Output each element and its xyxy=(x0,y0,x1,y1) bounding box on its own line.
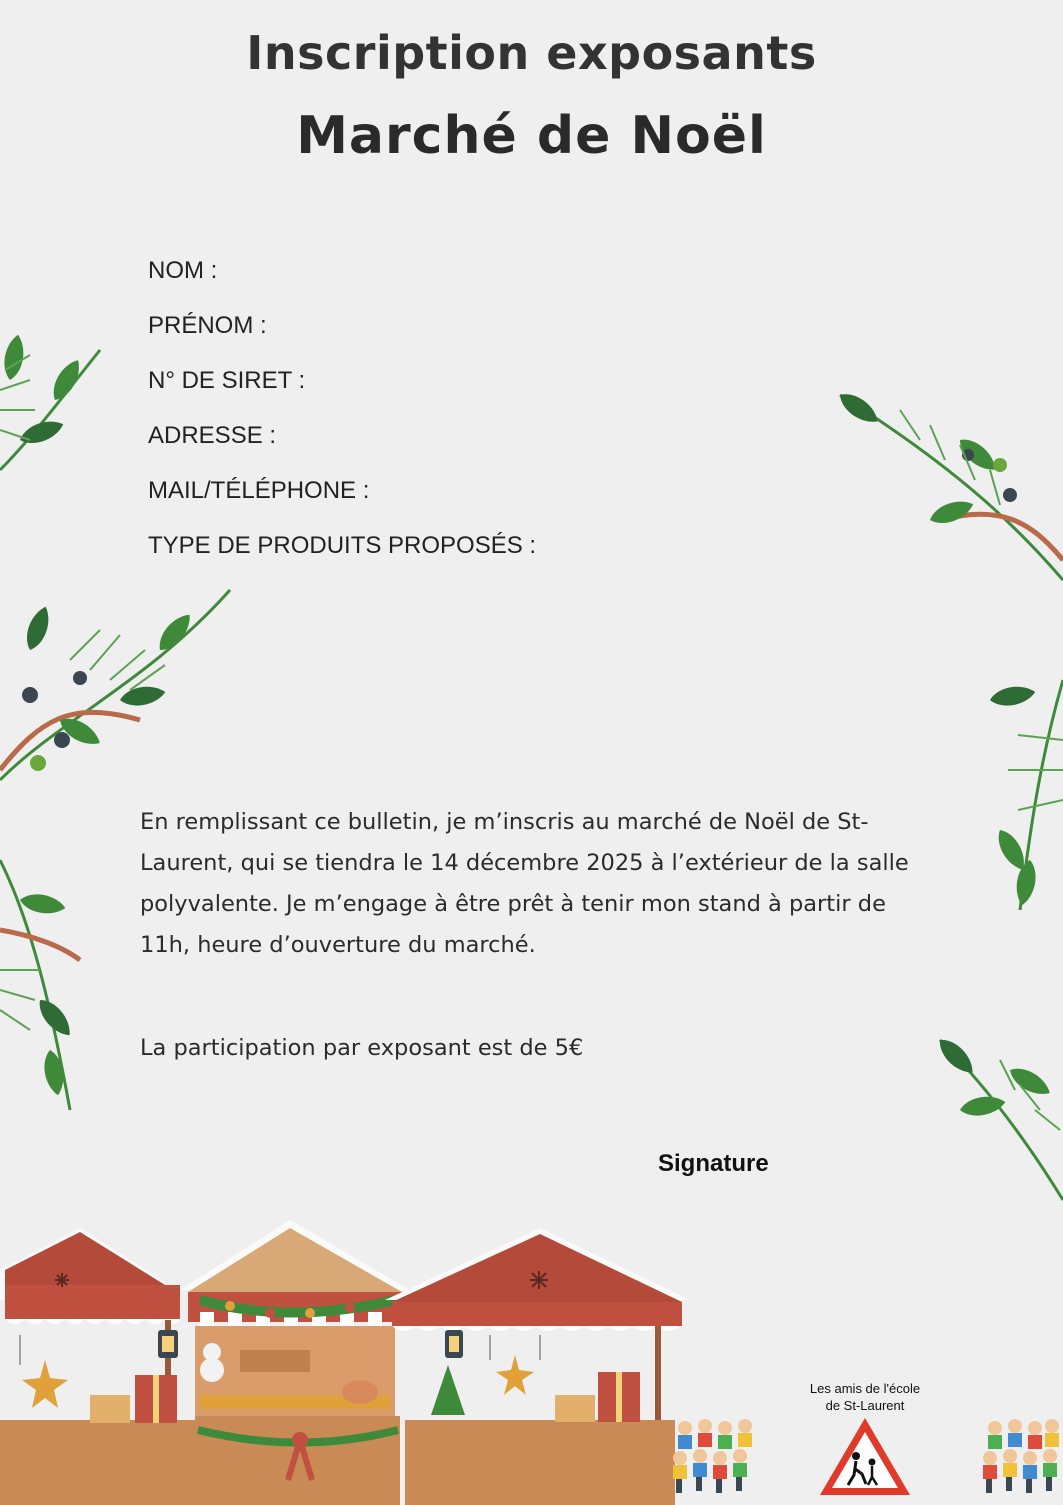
field-prenom-label: PRÉNOM : xyxy=(148,312,267,339)
children-choir-icon xyxy=(983,1419,1059,1493)
field-nom-label: NOM : xyxy=(148,257,218,284)
commitment-paragraph: En remplissant ce bulletin, je m’inscris au marché de Noël de St-Laurent, qui se tiendra le 14 décembre 2025 à l’extérieur de la salle polyvalente. Je m’engage à être prêt à tenir mon stand à partir de 11h, heure d’ouverture du marché. xyxy=(140,809,909,958)
organizer-name xyxy=(790,1380,940,1414)
children-choir-icon xyxy=(673,1419,752,1493)
school-crossing-sign-icon xyxy=(820,1418,910,1495)
field-adresse-label: ADRESSE : xyxy=(148,422,277,449)
market-stall-right xyxy=(385,1228,690,1505)
fee-text: La participation par exposant est de 5€ xyxy=(140,1035,584,1061)
market-stall-left xyxy=(0,1228,200,1505)
field-contact-label: MAIL/TÉLÉPHONE : xyxy=(148,477,370,504)
signature-label: Signature xyxy=(658,1150,769,1177)
page-title: Inscription exposants xyxy=(246,26,817,80)
organizer-line1: Les amis de l'école xyxy=(809,1381,921,1396)
market-stall-center xyxy=(180,1220,410,1505)
field-siret-label: N° DE SIRET : xyxy=(148,367,306,394)
organizer-line2: de St-Laurent xyxy=(825,1398,905,1413)
field-produits-label: TYPE DE PRODUITS PROPOSÉS : xyxy=(148,532,537,559)
page-subtitle: Marché de Noël xyxy=(296,106,767,166)
